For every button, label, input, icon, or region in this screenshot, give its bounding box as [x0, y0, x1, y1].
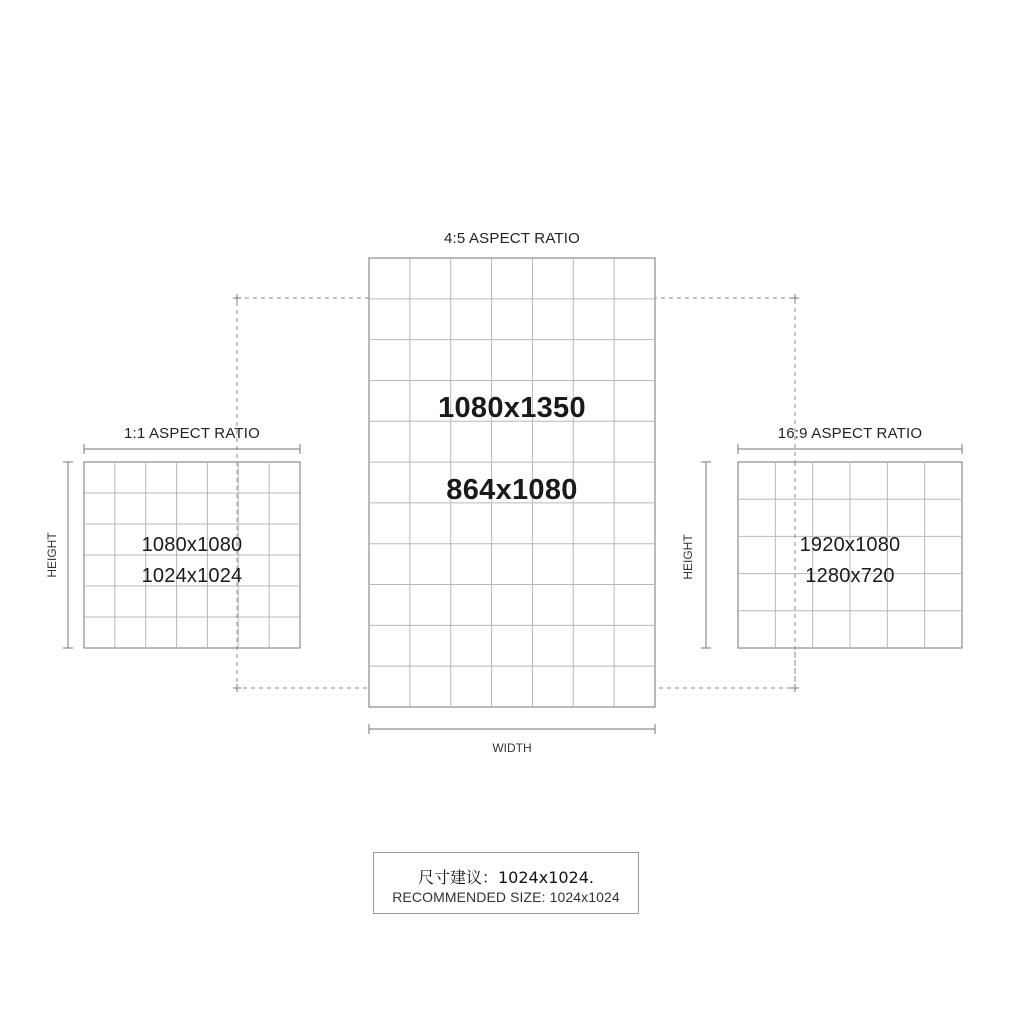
center-secondary-size: 864x1080 — [446, 474, 578, 506]
right-secondary-size: 1280x720 — [805, 565, 895, 587]
center-frame-title: 4:5 ASPECT RATIO — [443, 230, 581, 247]
center-primary-size: 1080x1350 — [438, 392, 586, 424]
center-width-dimension — [369, 724, 655, 734]
right-height-label: HEIGHT — [681, 534, 695, 580]
left-height-dimension — [63, 462, 73, 648]
right-height-dimension — [701, 462, 711, 648]
center-width-label: WIDTH — [492, 741, 532, 755]
left-frame-title: 1:1 ASPECT RATIO — [123, 425, 261, 442]
right-width-dimension — [738, 444, 962, 454]
left-primary-size: 1080x1080 — [141, 534, 243, 556]
left-width-dimension — [84, 444, 300, 454]
recommended-size-box — [373, 852, 639, 914]
left-height-label: HEIGHT — [45, 532, 59, 578]
recommended-size-en: RECOMMENDED SIZE: 1024x1024 — [392, 889, 620, 905]
left-secondary-size: 1024x1024 — [141, 565, 243, 587]
right-primary-size: 1920x1080 — [799, 534, 901, 556]
recommended-size-cn: 尺寸建议：1024x1024. — [418, 868, 594, 887]
right-frame-title: 16:9 ASPECT RATIO — [777, 425, 923, 442]
